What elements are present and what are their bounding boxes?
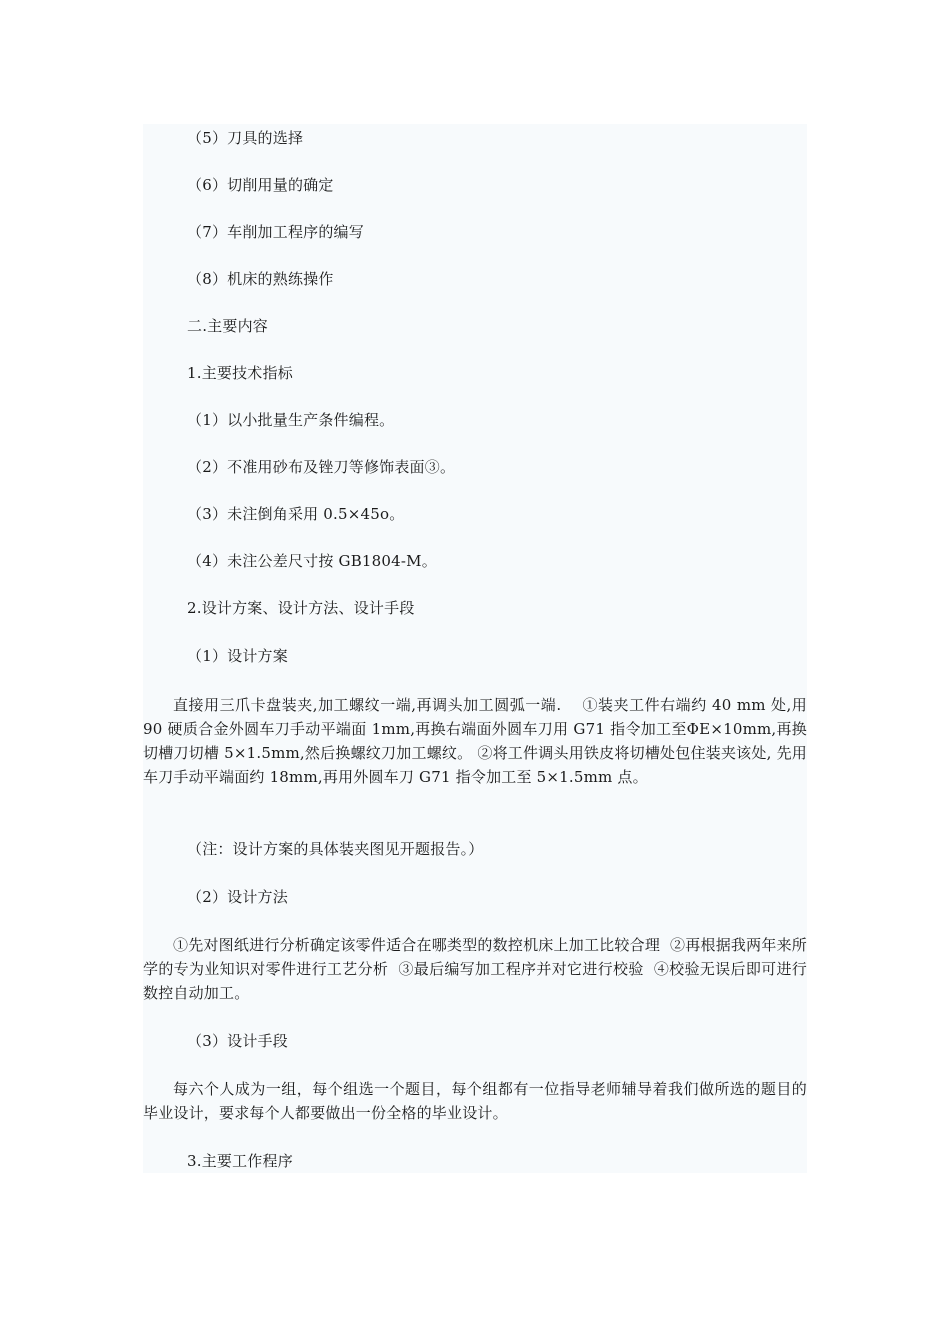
section-heading-main-content: 二.主要内容 — [187, 317, 268, 335]
list-item-design-means: （3）设计手段 — [187, 1032, 288, 1050]
document-content-block — [143, 124, 812, 1173]
subsection-heading-design: 2.设计方案、设计方法、设计手段 — [187, 599, 415, 617]
paragraph-design-method-body: ①先对图纸进行分析确定该零件适合在哪类型的数控机床上加工比较合理 ②再根据我两年来所学的专为业知识对零件进行工艺分析 ③最后编写加工程序并对它进行校验 ④校验无误后即可进行数控自动加工。 — [143, 936, 807, 1002]
list-item-small-batch: （1）以小批量生产条件编程。 — [187, 411, 395, 429]
note-clamping-diagram: （注：设计方案的具体装夹图见开题报告。） — [187, 840, 484, 858]
list-item-machine-operation: （8）机床的熟练操作 — [187, 270, 334, 288]
list-item-tolerance: （4）未注公差尺寸按 GB1804-M。 — [187, 552, 437, 570]
list-item-no-sandpaper: （2）不准用砂布及锉刀等修饰表面③。 — [187, 458, 456, 476]
paragraph-design-means-body: 每六个人成为一组，每个组选一个题目，每个组都有一位指导老师辅导着我们做所选的题目的毕业设计，要求每个人都要做出一份全格的毕业设计。 — [143, 1080, 807, 1122]
list-item-cutting-parameters: （6）切削用量的确定 — [187, 176, 334, 194]
list-item-chamfer: （3）未注倒角采用 0.5×45o。 — [187, 505, 405, 523]
list-item-design-plan: （1）设计方案 — [187, 647, 288, 665]
list-item-turning-program: （7）车削加工程序的编写 — [187, 223, 364, 241]
list-item-design-method: （2）设计方法 — [187, 888, 288, 906]
subsection-heading-tech-specs: 1.主要技术指标 — [187, 364, 293, 382]
subsection-heading-work-procedure: 3.主要工作程序 — [187, 1152, 293, 1170]
paragraph-design-plan-body: 直接用三爪卡盘装夹,加工螺纹一端,再调头加工圆弧一端. ①装夹工件右端约 40 mm 处,用 90 硬质合金外圆车刀手动平端面 1mm,再换右端面外圆车刀用 G71 指令加工至ΦE×10mm,再换切槽刀切槽 5×1.5mm,然后换螺纹刀加工螺纹。 ②将工件调头用铁皮将切槽处包住装夹该处, 先用车刀手动平端面约 18mm,再用外圆车刀 G71 指令加工至 5×1.5mm 点。 — [143, 696, 812, 786]
list-item-tool-selection: （5）刀具的选择 — [187, 129, 304, 147]
